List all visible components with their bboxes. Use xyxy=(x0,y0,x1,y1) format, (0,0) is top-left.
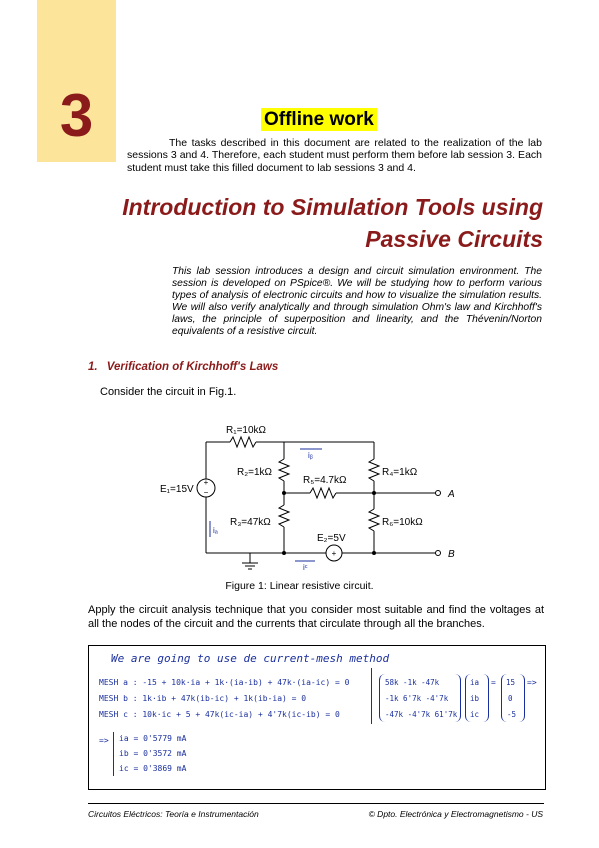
label-r2: R₂=1kΩ xyxy=(237,467,272,478)
consider-text: Consider the circuit in Fig.1. xyxy=(100,386,237,398)
label-r3: R₃=47kΩ xyxy=(230,517,271,528)
source-plus-sign: + xyxy=(203,478,209,487)
label-r1: R₁=10kΩ xyxy=(226,425,267,436)
resistor-r4 xyxy=(369,459,379,481)
page-title xyxy=(83,191,543,255)
chapter-number: 3 xyxy=(59,82,94,149)
source-minus-sign: − xyxy=(203,488,209,497)
node-dot xyxy=(282,551,286,555)
circuit-diagram xyxy=(150,415,470,575)
offline-work-badge: Offline work xyxy=(261,108,377,131)
resistor-r2 xyxy=(279,459,289,481)
label-ia: iₐ xyxy=(213,526,218,535)
resistor-r3 xyxy=(279,505,289,527)
terminal-b xyxy=(436,551,441,556)
figure-caption: Figure 1: Linear resistive circuit. xyxy=(225,580,374,592)
mesh-c-equation: MESH c : 10k·ic + 5 + 47k(ic-ia) + 4'7k(ic-ib) = 0 xyxy=(99,710,340,719)
footer-divider xyxy=(88,803,544,804)
vector-e3: -5 xyxy=(507,710,517,719)
label-r4: R₄=1kΩ xyxy=(382,467,418,478)
vector-e2: 0 xyxy=(508,694,513,703)
node-dot xyxy=(372,491,376,495)
node-dot xyxy=(282,491,286,495)
result-ia: ia = 0'5779 mA xyxy=(119,734,187,743)
label-r5: R₅=4.7kΩ xyxy=(303,475,347,486)
label-node-a: A xyxy=(448,489,455,500)
vector-e1: 15 xyxy=(506,678,516,687)
vector-ib: ib xyxy=(470,694,480,703)
matrix-bracket xyxy=(371,668,374,724)
matrix-row-1: 58k -1k -47k xyxy=(385,678,440,687)
vector-ia: ia xyxy=(470,678,480,687)
intro-paragraph: The tasks described in this document are related to the realization of the lab sessions 3 and 4. Therefore, each student must perform them before lab session 3. Each student must take this filled document to lab sessions 3 and 4. xyxy=(127,137,542,174)
matrix-row-2: -1k 6'7k -4'7k xyxy=(385,694,449,703)
title-line-1: Introduction to Simulation Tools using xyxy=(122,194,543,220)
apply-paragraph: Apply the circuit analysis technique that you consider most suitable and find the voltages at all the nodes of the circuit and the currents that circulate through all the branches. xyxy=(88,604,544,630)
vector-ic: ic xyxy=(470,710,480,719)
section-title: Verification of Kirchhoff's Laws xyxy=(106,361,279,373)
label-node-b: B xyxy=(448,549,455,560)
result-ic: ic = 0'3869 mA xyxy=(119,764,187,773)
mesh-b-equation: MESH b : 1k·ib + 47k(ib-ic) + 1k(ib-ia) = 0 xyxy=(99,694,307,703)
matrix-row-3: -47k -4'7k 61'7k xyxy=(385,710,458,719)
node-dot xyxy=(372,551,376,555)
result-ib: ib = 0'3572 mA xyxy=(119,749,187,758)
footer-left: Circuitos Eléctricos: Teoría e Instrumentación xyxy=(88,809,259,819)
label-e2: E₂=5V xyxy=(317,533,346,544)
label-ib: iᵦ xyxy=(308,451,313,460)
resistor-r1 xyxy=(230,437,256,447)
label-ic: iᶜ xyxy=(303,563,308,572)
result-arrow: => xyxy=(99,736,109,745)
result-bracket xyxy=(113,732,116,776)
implies-arrow: => xyxy=(527,678,537,687)
section-heading xyxy=(88,361,278,373)
resistor-r5 xyxy=(310,488,336,498)
answer-box[interactable] xyxy=(88,645,546,790)
title-line-2: Passive Circuits xyxy=(365,226,543,252)
answer-heading: We are going to use de current-mesh method xyxy=(111,652,390,665)
mesh-a-equation: MESH a : -15 + 10k·ia + 1k·(ia-ib) + 47k·(ia-ic) = 0 xyxy=(99,678,350,687)
chapter-box xyxy=(37,0,116,162)
label-e1: E₁=15V xyxy=(160,484,194,495)
footer-right: © Dpto. Electrónica y Electromagnetismo - US xyxy=(368,809,543,819)
section-number: 1. xyxy=(88,361,98,373)
resistor-r6 xyxy=(369,509,379,531)
label-r6: R₆=10kΩ xyxy=(382,517,423,528)
abstract-paragraph: This lab session introduces a design and circuit simulation environment. The session is developed on PSpice®. We will be studying how to perform various types of analysis of electronic circuits and how to visualize the simulation results. We will also verify analytically and through simulation Ohm's law and Kirchhoff's laws, the principle of superposition and linearity, and the Thévenin/Norton equivalents of a resistive circuit. xyxy=(172,266,542,337)
source-plus-sign: + xyxy=(331,549,337,558)
terminal-a xyxy=(436,491,441,496)
equals-sign: = xyxy=(491,678,496,687)
